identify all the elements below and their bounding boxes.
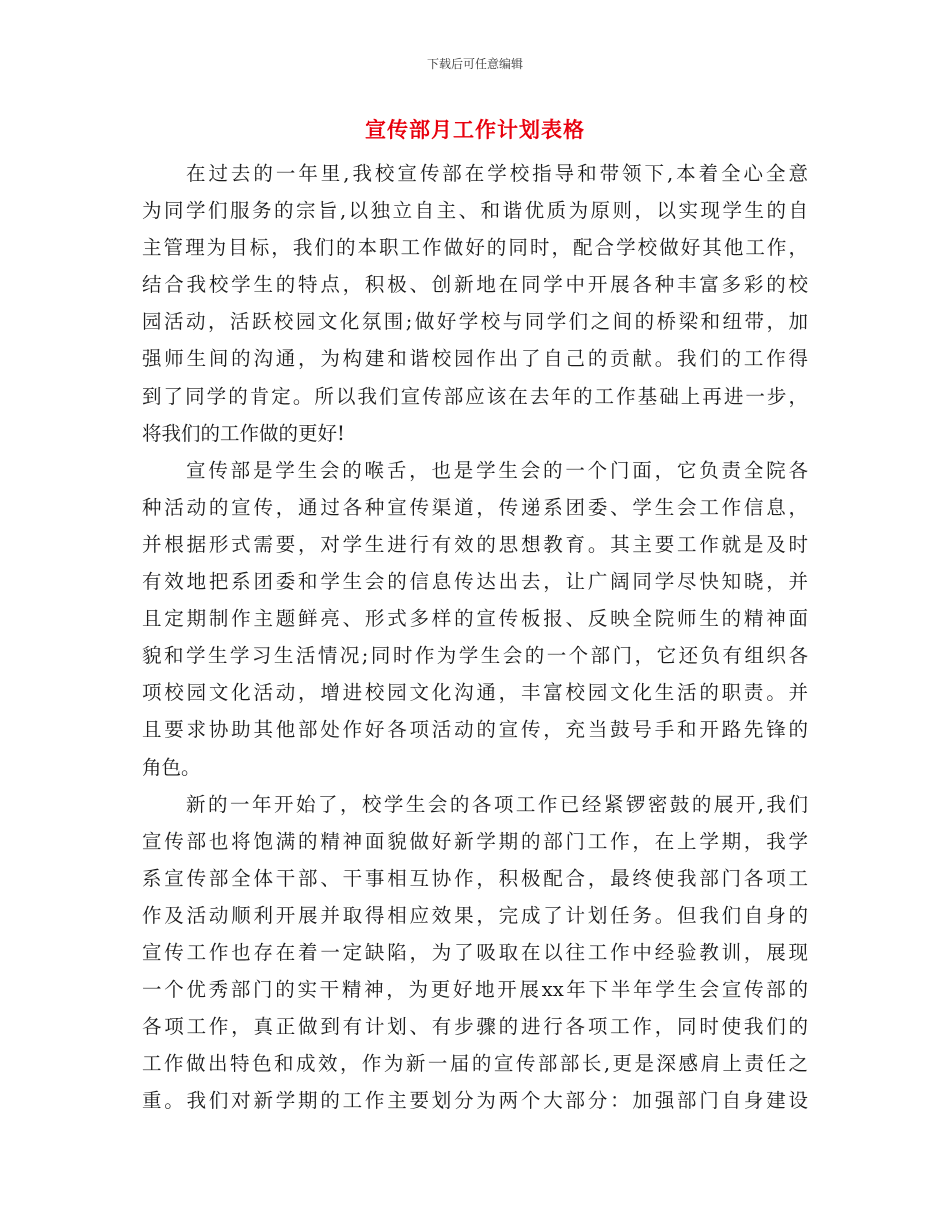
text-line: 有效地把系团委和学生会的信息传达出去，让广阔同学尽快知晓，并 [142, 570, 808, 594]
paragraph-3 [142, 786, 808, 1120]
text-line: 貌和学生学习生活情况;同时作为学生会的一个部门，它还负有组织各 [142, 644, 808, 668]
text-line: 系宣传部全体干部、干事相互协作，积极配合，最终使我部门各项工 [142, 866, 808, 890]
text-line: 为同学们服务的宗旨,以独立自主、和谐优质为原则，以实现学生的自 [142, 199, 808, 223]
text-line: 一个优秀部门的实干精神，为更好地开展xx年下半年学生会宣传部的 [142, 978, 808, 1002]
document-title: 宣传部月工作计划表格 [365, 117, 585, 142]
text-line: 工作做出特色和成效，作为新一届的宣传部部长,更是深感肩上责任之 [142, 1052, 808, 1076]
text-line: 主管理为目标，我们的本职工作做好的同时，配合学校做好其他工作， [142, 236, 808, 260]
text-line: 各项工作，真正做到有计划、有步骤的进行各项工作，同时使我们的 [142, 1015, 808, 1039]
text-line: 角色。 [142, 755, 201, 779]
text-line: 且要求协助其他部处作好各项活动的宣传，充当鼓号手和开路先锋的 [142, 718, 808, 742]
text-line: 到了同学的肯定。所以我们宣传部应该在去年的工作基础上再进一步， [142, 384, 808, 408]
text-line: 重。我们对新学期的工作主要划分为两个大部分：加强部门自身建设 [142, 1089, 808, 1113]
text-line: 宣传工作也存在着一定缺陷，为了吸取在以往工作中经验教训，展现 [142, 940, 808, 964]
text-line: 作及活动顺利开展并取得相应效果，完成了计划任务。但我们自身的 [142, 903, 808, 927]
text-line: 项校园文化活动，增进校园文化沟通，丰富校园文化生活的职责。并 [142, 681, 808, 705]
text-line: 园活动，活跃校园文化氛围;做好学校与同学们之间的桥梁和纽带，加 [142, 310, 808, 334]
paragraph-2 [142, 452, 808, 786]
text-line: 强师生间的沟通，为构建和谐校园作出了自己的贡献。我们的工作得 [142, 347, 808, 371]
text-line: 宣传部也将饱满的精神面貌做好新学期的部门工作，在上学期，我学 [142, 829, 808, 853]
page-header-note: 下载后可任意编辑 [426, 57, 523, 71]
document-body [142, 155, 808, 1119]
text-line: 且定期制作主题鲜亮、形式多样的宣传板报、反映全院师生的精神面 [142, 607, 808, 631]
text-line: 结合我校学生的特点，积极、创新地在同学中开展各种丰富多彩的校 [142, 273, 808, 297]
text-line: 并根据形式需要，对学生进行有效的思想教育。其主要工作就是及时 [142, 532, 808, 556]
paragraph-1 [142, 155, 808, 452]
text-line: 将我们的工作做的更好! [142, 421, 345, 445]
text-line: 新的一年开始了，校学生会的各项工作已经紧锣密鼓的展开,我们 [186, 792, 808, 816]
text-line: 种活动的宣传，通过各种宣传渠道，传递系团委、学生会工作信息， [142, 495, 808, 519]
text-line: 宣传部是学生会的喉舌，也是学生会的一个门面，它负责全院各 [186, 458, 808, 482]
text-line: 在过去的一年里,我校宣传部在学校指导和带领下,本着全心全意 [186, 162, 808, 185]
